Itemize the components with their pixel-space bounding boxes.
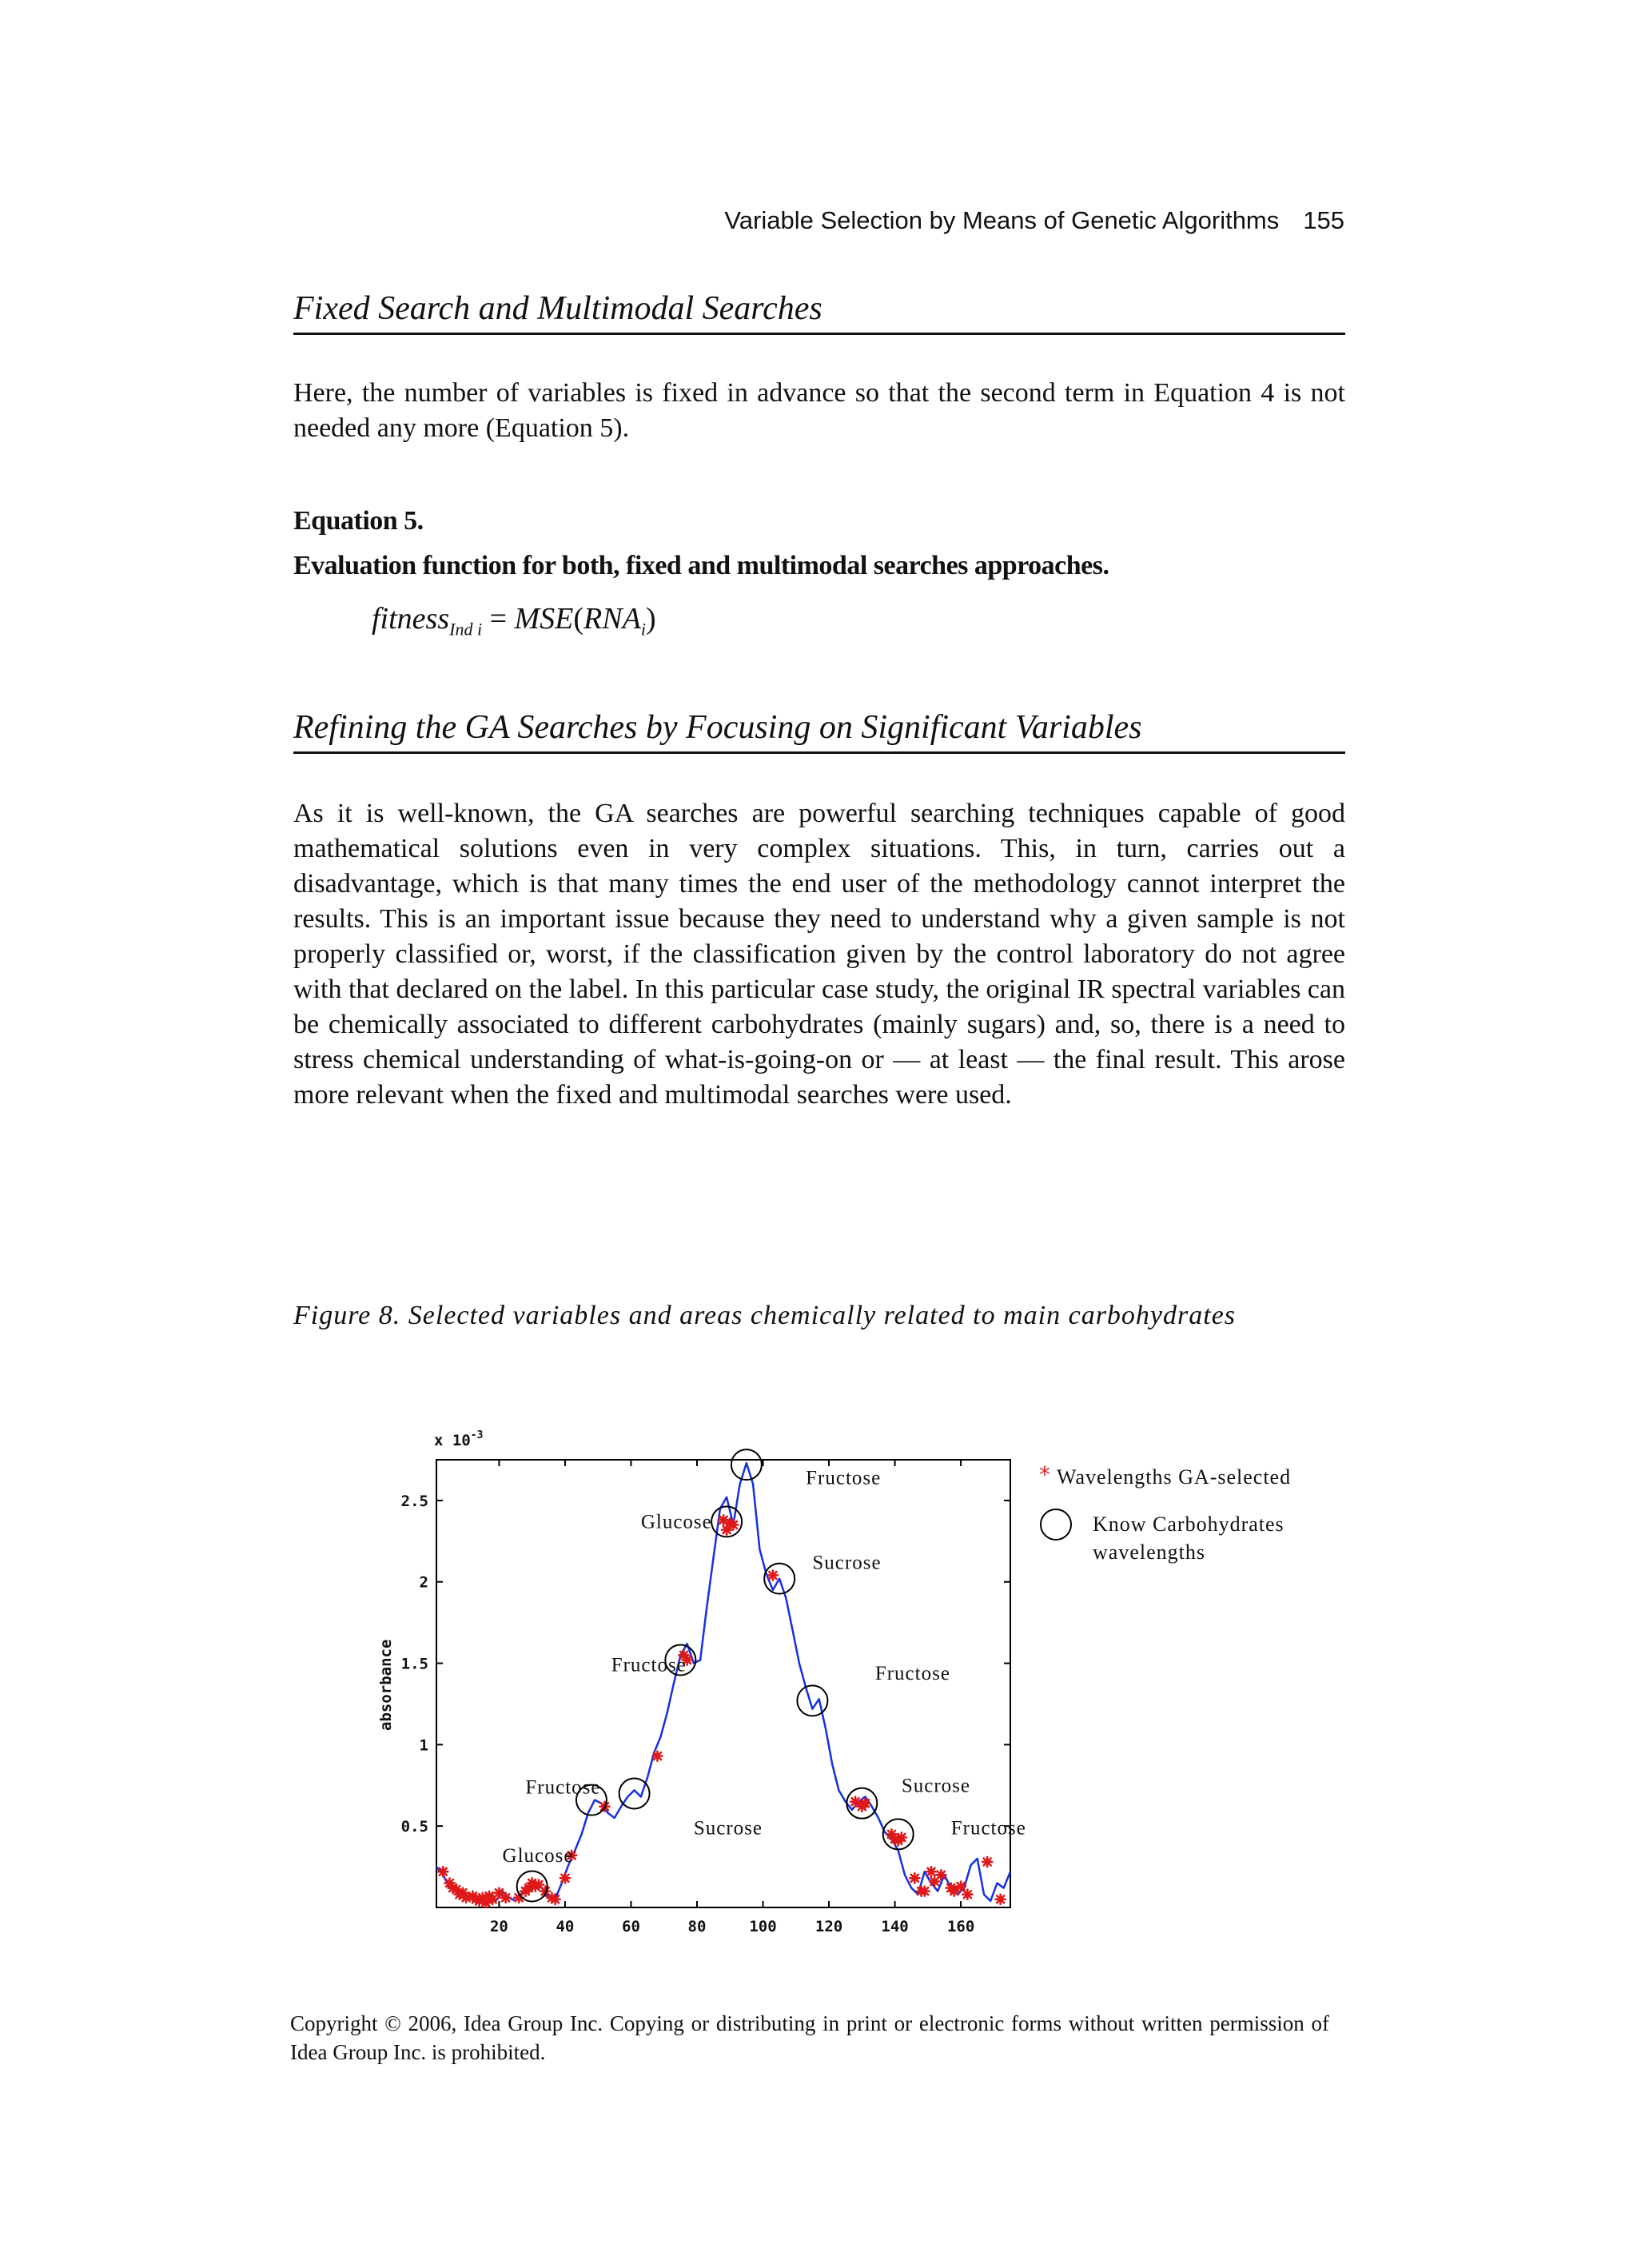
y-tick-label: 2 bbox=[419, 1573, 428, 1592]
equation-formula: fitness$_{Ind i}$ = $MSE(RNA_i)$ bbox=[372, 602, 656, 640]
selected-wavelength-marker bbox=[950, 1887, 959, 1896]
x-tick-label: 140 bbox=[881, 1918, 909, 1935]
selected-wavelength-marker bbox=[560, 1873, 570, 1883]
selected-wavelength-marker bbox=[956, 1882, 966, 1891]
x-tick-label: 160 bbox=[946, 1918, 975, 1935]
figure-caption: Figure 8. Selected variables and areas chemically related to main carbohydrates bbox=[293, 1301, 1237, 1330]
legend bbox=[1039, 1461, 1291, 1564]
selected-wavelength-marker bbox=[936, 1870, 946, 1879]
selected-wavelength-marker bbox=[982, 1857, 992, 1867]
selected-wavelength-marker bbox=[850, 1797, 860, 1807]
legend-star-marker: * bbox=[1039, 1461, 1050, 1488]
formula-lhs: fitness bbox=[372, 602, 450, 636]
selected-wavelength-marker bbox=[920, 1887, 930, 1896]
selected-wavelength-marker bbox=[728, 1520, 738, 1529]
selected-wavelength-marker bbox=[926, 1867, 936, 1876]
x-tick-label: 40 bbox=[556, 1918, 575, 1935]
carbohydrate-annotation: Fructose bbox=[950, 1817, 1026, 1840]
section-title-fixed-search: Fixed Search and Multimodal Searches bbox=[293, 288, 1345, 335]
selected-wavelength-marker bbox=[494, 1888, 504, 1898]
scale-factor-label: x $10^{-3}$ bbox=[434, 1429, 484, 1449]
formula-argument-subscript: i bbox=[640, 619, 646, 640]
x-tick-label: 100 bbox=[749, 1918, 777, 1935]
legend-circle-icon bbox=[1041, 1509, 1071, 1540]
carbohydrate-wavelength-circle bbox=[619, 1778, 650, 1808]
y-tick-label: 1 bbox=[419, 1736, 428, 1755]
y-tick-label: 2.5 bbox=[400, 1492, 428, 1510]
formula-equals: = bbox=[482, 602, 515, 636]
y-tick-label: 1.5 bbox=[400, 1655, 428, 1673]
x-tick-label: 80 bbox=[687, 1918, 707, 1935]
selected-wavelength-marker bbox=[962, 1890, 972, 1899]
selected-wavelength-marker bbox=[501, 1893, 511, 1903]
selected-wavelength-marker bbox=[910, 1873, 919, 1883]
section-title-refining: Refining the GA Searches by Focusing on Significant Variables bbox=[293, 707, 1345, 754]
y-tick-label: 0.5 bbox=[400, 1818, 428, 1836]
carbohydrate-wavelength-circle bbox=[797, 1685, 827, 1716]
paragraph-refining: As it is well-known, the GA searches are powerful searching techniques capable of good mathematical solutions even in very complex situations. This, in turn, carries out a disadvantage, which is that many times the end user of the methodology cannot interpret the results. This is an important issue because they need to understand why a given sample is not properly classified or, worst, if the classification given by the control laboratory do not agree with that declared on the label. In this particular case study, the original IR spectral variables can be chemically associated to different carbohydrates (mainly sugars) and, so, there is a need to stress chemical understanding of what-is-going-on or — at least — the final result. This arose more relevant when the fixed and multimodal searches were used. bbox=[293, 799, 1345, 1110]
y-axis-label: absorbance bbox=[377, 1639, 395, 1731]
selected-wavelength-marker bbox=[996, 1895, 1006, 1904]
selected-wavelength-marker bbox=[768, 1571, 778, 1580]
x-tick-label: 60 bbox=[622, 1918, 640, 1935]
copyright-footer: Copyright © 2006, Idea Group Inc. Copying or distributing in print or electronic forms without written permission of Idea Group Inc. is prohibited. bbox=[290, 2011, 1329, 2064]
formula-argument: RNA bbox=[584, 602, 641, 636]
axis-tick-labels bbox=[401, 1493, 975, 1935]
carbohydrate-annotation: Fructose bbox=[874, 1662, 950, 1684]
carbohydrate-annotation: Glucose bbox=[640, 1511, 712, 1533]
x-tick-label: 20 bbox=[489, 1918, 508, 1935]
formula-lhs-subscript: Ind i bbox=[449, 619, 483, 640]
legend-circle-label-line2: wavelengths bbox=[1093, 1541, 1205, 1564]
selected-wavelength-marker bbox=[652, 1752, 662, 1761]
carbohydrate-annotation: Glucose bbox=[502, 1844, 574, 1867]
page-number: 155 bbox=[1303, 206, 1344, 234]
legend-selected-label: Wavelengths GA-selected bbox=[1057, 1465, 1292, 1489]
x-tick-label: 120 bbox=[815, 1918, 843, 1935]
selected-wavelength-marker bbox=[551, 1895, 560, 1904]
selected-wavelength-marker bbox=[860, 1799, 870, 1808]
selected-wavelength-marker bbox=[897, 1832, 906, 1842]
selected-wavelength-marker bbox=[461, 1893, 471, 1903]
formula-rhs: MSE bbox=[514, 602, 574, 636]
carbohydrate-annotation: Sucrose bbox=[812, 1552, 882, 1574]
carbohydrate-annotation: Sucrose bbox=[693, 1817, 763, 1840]
selected-wavelength-marker bbox=[438, 1867, 448, 1876]
paragraph-fixed-search: Here, the number of variables is fixed in advance so that the second term in Equation 4 is not needed any more (Equation 5). bbox=[293, 378, 1345, 443]
carbohydrate-annotation: Fructose bbox=[611, 1654, 687, 1676]
equation-label: Equation 5. bbox=[293, 506, 424, 536]
running-head-title: Variable Selection by Means of Genetic Algorithms bbox=[724, 206, 1280, 234]
equation-description: Evaluation function for both, fixed and multimodal searches approaches. bbox=[293, 551, 1109, 580]
carbohydrate-annotation: Fructose bbox=[806, 1467, 882, 1489]
carbohydrate-annotation: Fructose bbox=[525, 1776, 601, 1799]
annotations-layer bbox=[503, 1468, 1026, 1867]
carbohydrate-annotation: Sucrose bbox=[901, 1775, 970, 1797]
legend-circle-label-line1: Know Carbohydrates bbox=[1093, 1513, 1285, 1536]
